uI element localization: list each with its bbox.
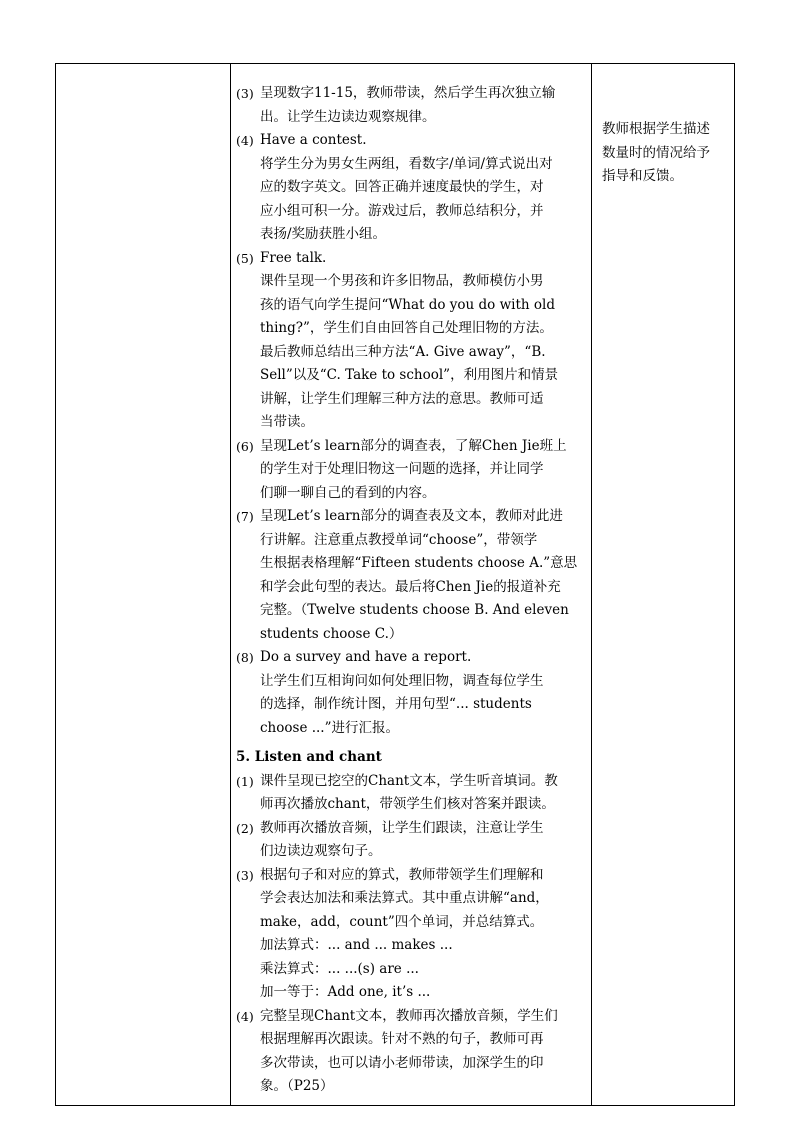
column-divider-right [591, 64, 592, 1105]
step-line: 加法算式：... and ... makes ... [260, 937, 453, 953]
step-number: (2) [236, 820, 254, 836]
step-item [236, 1005, 588, 1099]
step-line: 加一等于：Add one, it’s ... [260, 984, 431, 1000]
step-line: Have a contest. [260, 132, 367, 148]
step-line: 学会表达加法和乘法算式。其中重点讲解“and， [260, 890, 549, 906]
step-line: 应的数字英文。回答正确并速度最快的学生，对 [260, 179, 544, 195]
step-line: 呈现Let’s learn部分的调查表，了解Chen Jie班上 [260, 437, 567, 454]
step-body [260, 129, 588, 247]
chant-steps-list [236, 770, 588, 1099]
step-item [236, 82, 588, 129]
step-line: students choose C.） [260, 625, 403, 642]
step-body [260, 646, 588, 740]
step-item [236, 817, 588, 864]
intent-line: 指导和反馈。 [602, 168, 683, 184]
step-item [236, 864, 588, 1005]
step-line: Free talk. [260, 249, 327, 266]
intent-line: 数量时的情况给予 [602, 144, 710, 161]
step-item [236, 505, 588, 646]
step-number: (5) [236, 250, 254, 266]
step-line: 出。让学生边读边观察规律。 [260, 108, 436, 125]
step-line: 行讲解。注意重点教授单词“choose”，带领学 [260, 531, 538, 548]
design-intent-column [597, 118, 731, 189]
step-body [260, 770, 588, 817]
step-line: 表扬/奖励获胜小组。 [260, 226, 387, 242]
step-line: 课件呈现已挖空的Chant文本，学生听音填词。教 [260, 772, 558, 789]
step-line: 应小组可积一分。游戏过后，教师总结积分，并 [260, 202, 544, 219]
steps-list [236, 82, 588, 740]
step-number: (8) [236, 650, 254, 665]
step-line: 最后教师总结出三种方法“A. Give away”，“B. [260, 343, 546, 360]
step-body [260, 435, 588, 506]
intent-line: 教师根据学生描述 [602, 121, 710, 137]
step-line: Do a survey and have a report. [260, 649, 472, 665]
step-body [260, 505, 588, 646]
step-body [260, 82, 588, 129]
step-item [236, 646, 588, 740]
step-number: (3) [236, 867, 254, 883]
step-line: 乘法算式：... ...(s) are ... [260, 960, 419, 977]
step-number: (4) [236, 133, 254, 148]
step-line: 讲解，让学生们理解三种方法的意思。教师可适 [260, 390, 544, 407]
step-number: (6) [236, 438, 254, 454]
step-line: 的学生对于处理旧物这一问题的选择，并让同学 [260, 461, 544, 477]
step-line: thing?”，学生们自由回答自己处理旧物的方法。 [260, 320, 553, 336]
step-line: 呈现Let’s learn部分的调查表及文本，教师对此进 [260, 508, 563, 524]
step-item [236, 770, 588, 817]
step-line: 和学会此句型的表达。最后将Chen Jie的报道补充 [260, 578, 561, 595]
step-number: (1) [236, 773, 254, 789]
step-line: 当带读。 [260, 414, 314, 430]
step-line: 生根据表格理解“Fifteen students choose A.”意思 [260, 555, 578, 571]
step-line: 将学生分为男女生两组，看数字/单词/算式说出对 [260, 155, 553, 172]
step-line: make，add，count”四个单词，并总结算式。 [260, 913, 544, 930]
step-body [260, 247, 588, 435]
step-line: 呈现数字11-15，教师带读，然后学生再次独立输 [260, 85, 556, 101]
step-body [260, 864, 588, 1005]
step-line: 孩的语气向学生提问“What do you do with old [260, 296, 555, 313]
step-number: (3) [236, 86, 254, 101]
step-line: 让学生们互相询问如何处理旧物，调查每位学生 [260, 672, 544, 689]
step-line: 根据理解再次跟读。针对不熟的句子，教师可再 [260, 1031, 544, 1047]
section-heading: 5. Listen and chant [236, 749, 382, 765]
step-line: 完整呈现Chant文本，教师再次播放音频，学生们 [260, 1007, 558, 1024]
step-line: 的选择，制作统计图，并用句型“... students [260, 696, 532, 712]
step-line: 完整。（Twelve students choose B. And eleven [260, 602, 569, 618]
step-line: 根据句子和对应的算式，教师带领学生们理解和 [260, 866, 544, 883]
step-item [236, 129, 588, 247]
step-line: 象。（P25） [260, 1078, 334, 1094]
step-line: 们聊一聊自己的看到的内容。 [260, 484, 436, 501]
column-divider-left [230, 64, 231, 1105]
step-line: Sell”以及“C. Take to school”，利用图片和情景 [260, 367, 559, 383]
step-line: 教师再次播放音频，让学生们跟读，注意让学生 [260, 819, 544, 836]
step-item [236, 247, 588, 435]
step-body [260, 1005, 588, 1099]
step-line: 师再次播放chant，带领学生们核对答案并跟读。 [260, 796, 555, 812]
step-item [236, 435, 588, 506]
step-line: 课件呈现一个男孩和许多旧物品，教师模仿小男 [260, 273, 544, 289]
step-line: choose ...”进行汇报。 [260, 719, 399, 736]
step-body [260, 817, 588, 864]
step-number: (4) [236, 1008, 254, 1024]
teaching-process-column [236, 82, 588, 1099]
step-number: (7) [236, 509, 254, 524]
step-line: 多次带读，也可以请小老师带读，加深学生的印 [260, 1054, 544, 1071]
lesson-plan-table [55, 63, 735, 1106]
step-line: 们边读边观察句子。 [260, 843, 382, 859]
